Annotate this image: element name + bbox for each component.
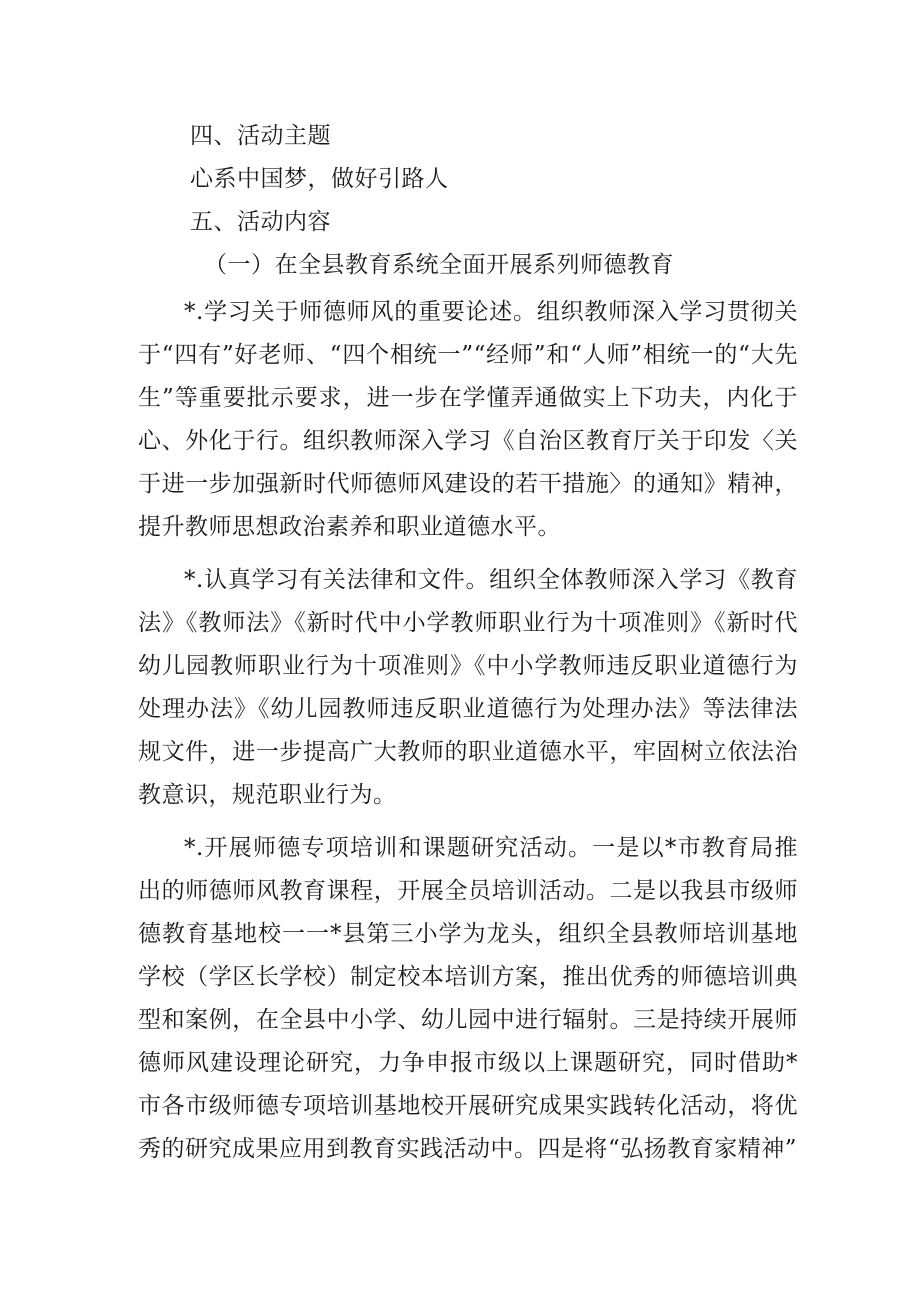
activity-theme-text: 心系中国梦，做好引路人 — [190, 166, 449, 192]
section-heading-activity-theme: 四、活动主题 — [190, 123, 331, 149]
paragraph-study-ethics-discourse: *.学习关于师德师风的重要论述。组织教师深入学习贯彻关于“四有”好老师、“四个相统一”“经师”和“人师”相统一的“大先生”等重要批示要求，进一步在学懂弄通做实上下功夫，内化于心、外化于行。组织教师深入学习《自治区教育厅关于印发〈关于进一步加强新时代师德师风建设的若干措施〉的通知》精神，提升教师思想政治素养和职业道德水平。 — [138, 299, 798, 540]
paragraph-training-research: *.开展师德专项培训和课题研究活动。一是以*市教育局推出的师德师风教育课程，开展全员培训活动。二是以我县市级师德教育基地校一一*县第三小学为龙头，组织全县教师培训基地学校（学区长学校）制定校本培训方案，推出优秀的师德培训典型和案例，在全县中小学、幼儿园中进行辐射。三是持续开展师德师风建设理论研究，力争申报市级以上课题研究，同时借助*市各市级师德专项培训基地校开展研究成果实践转化活动，将优秀的研究成果应用到教育实践活动中。四是将“弘扬教育家精神” — [138, 835, 798, 1162]
paragraph-study-laws-documents: *.认真学习有关法律和文件。组织全体教师深入学习《教育法》《教师法》《新时代中小学教师职业行为十项准则》《新时代幼儿园教师职业行为十项准则》《中小学教师违反职业道德行为处理办法》《幼儿园教师违反职业道德行为处理办法》等法律法规文件，进一步提高广大教师的职业道德水平，牢固树立依法治教意识，规范职业行为。 — [138, 567, 798, 808]
document-body — [138, 116, 798, 1181]
subsection-heading-ethics-education: （一）在全县教育系统全面开展系列师德教育 — [204, 252, 674, 278]
section-heading-activity-content: 五、活动内容 — [190, 209, 331, 235]
